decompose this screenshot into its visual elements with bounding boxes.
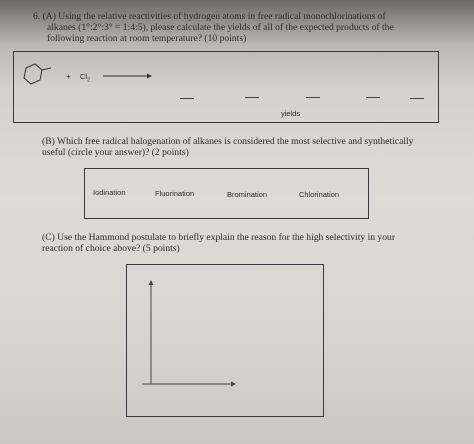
choice-fluorination[interactable]: Fluorination (155, 189, 195, 198)
reaction-arrow (103, 72, 153, 80)
product-blank-4[interactable] (366, 97, 380, 98)
part-a-line-2: alkanes (1°:2°:3° = 1:4:5), please calculate the yields of all of the expected products of the (47, 22, 394, 33)
product-blank-2[interactable] (245, 97, 259, 98)
part-a-line-3: following reaction at room temperature? (10 points) (47, 33, 247, 44)
part-b-line-1: (B) Which free radical halogenation of alkanes is considered the most selective and synthetically (42, 136, 414, 147)
part-a-line-1: 6. (A) Using the relative reactivities of hydrogen atoms in free radical monochlorinations of (33, 11, 386, 22)
reaction-box (13, 51, 439, 123)
methylcyclohexane-structure (18, 62, 54, 92)
part-b-line-2: useful (circle your answer)? (2 points) (42, 147, 189, 158)
product-blank-3[interactable] (306, 97, 320, 98)
product-blank-1[interactable] (180, 98, 194, 99)
energy-diagram-axes (140, 278, 240, 390)
choice-iodination[interactable]: Iodination (93, 188, 126, 197)
choice-chlorination[interactable]: Chlorination (299, 190, 340, 199)
part-c-line-1: (C) Use the Hammond postulate to briefly explain the reason for the high selectivity in your (42, 232, 396, 243)
chlorine-reagent (80, 72, 90, 84)
choice-bromination[interactable]: Bromination (227, 190, 268, 199)
yields-label: yields (281, 109, 301, 118)
reagent-subscript: 2 (87, 77, 90, 84)
product-blank-5[interactable] (410, 98, 424, 99)
plus-sign: + (66, 72, 71, 81)
reagent-text: Cl (80, 72, 88, 81)
part-c-line-2: reaction of choice above? (5 points) (42, 243, 180, 254)
